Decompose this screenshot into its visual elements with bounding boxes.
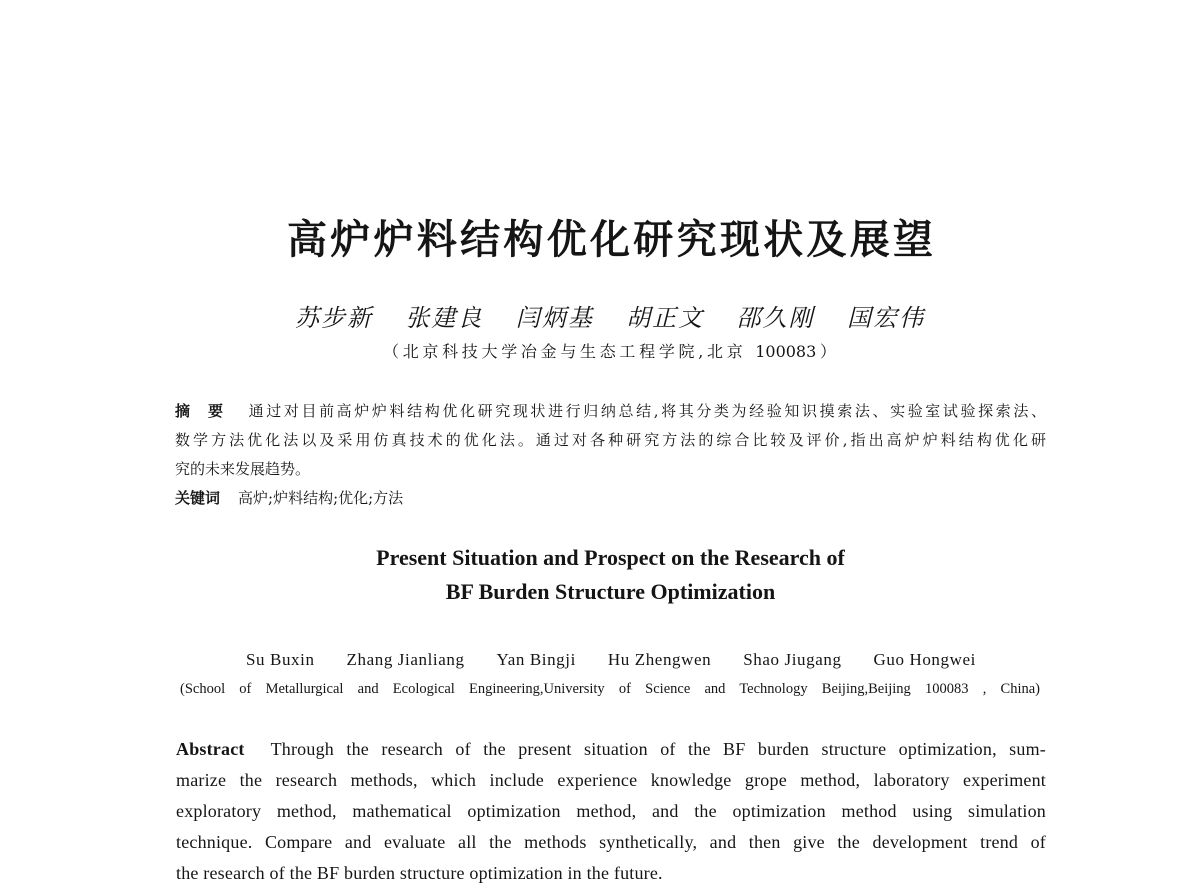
author-en-5: Shao Jiugang	[743, 650, 842, 669]
author-cn-3: 闫炳基	[515, 304, 594, 332]
author-cn-5: 邵久刚	[736, 304, 815, 332]
affiliation-english: (School of Metallurgical and Ecological Engineering,University of Science and Technology Beijing,Beijing 100083 , China)	[180, 681, 1040, 697]
keywords-cn-label: 关键词	[175, 489, 221, 507]
abstract-en-text-1: Through the research of the present situation of the BF burden structure optimization, sum-	[270, 739, 1046, 759]
author-cn-1: 苏步新	[295, 304, 373, 332]
author-cn-2: 张建良	[405, 304, 484, 332]
abstract-en-label: Abstract	[176, 739, 245, 759]
author-en-3: Yan Bingji	[496, 650, 576, 669]
abstract-cn-text-1: 通过对目前高炉炉料结构优化研究现状进行归纳总结,将其分类为经验知识摸索法、实验室试验探索法、	[246, 402, 1046, 420]
abstract-chinese	[175, 397, 1046, 513]
abstract-cn-line-2: 数学方法优化法以及采用仿真技术的优化法。通过对各种研究方法的综合比较及评价,指出高炉炉料结构优化研	[175, 431, 1046, 449]
abstract-cn-line-1	[175, 397, 1046, 426]
abstract-en-line-2: marize the research methods, which include experience knowledge grope method, laboratory experiment	[176, 770, 1046, 790]
author-en-2: Zhang Jianliang	[346, 650, 465, 669]
authors-english	[246, 648, 976, 672]
title-english	[175, 541, 1046, 609]
title-en-line-1: Present Situation and Prospect on the Research of	[376, 545, 845, 570]
affiliation-chinese: （北京科技大学冶金与生态工程学院,北京 100083）	[383, 342, 836, 361]
title-en-line-2: BF Burden Structure Optimization	[445, 579, 776, 604]
keywords-chinese	[175, 484, 1046, 513]
abstract-en-line-1	[176, 734, 1046, 765]
author-en-4: Hu Zhengwen	[607, 650, 712, 669]
author-en-6: Guo Hongwei	[873, 650, 976, 669]
abstract-cn-line-3: 究的未来发展趋势。	[175, 460, 311, 478]
keywords-cn-text: 高炉;炉料结构;优化;方法	[238, 489, 404, 507]
author-cn-4: 胡正文	[626, 304, 705, 332]
abstract-cn-label: 摘 要	[175, 402, 223, 420]
author-en-1: Su Buxin	[246, 650, 315, 669]
abstract-en-line-3: exploratory method, mathematical optimization method, and the optimization method using simulation	[176, 801, 1046, 821]
abstract-en-line-4: technique. Compare and evaluate all the methods synthetically, and then give the development trend of	[176, 832, 1046, 852]
abstract-en-line-5: the research of the BF burden structure optimization in the future.	[176, 863, 663, 883]
abstract-english	[176, 734, 1046, 889]
authors-chinese	[295, 301, 925, 335]
author-cn-6: 国宏伟	[846, 304, 925, 332]
title-chinese: 高炉炉料结构优化研究现状及展望	[287, 217, 933, 263]
